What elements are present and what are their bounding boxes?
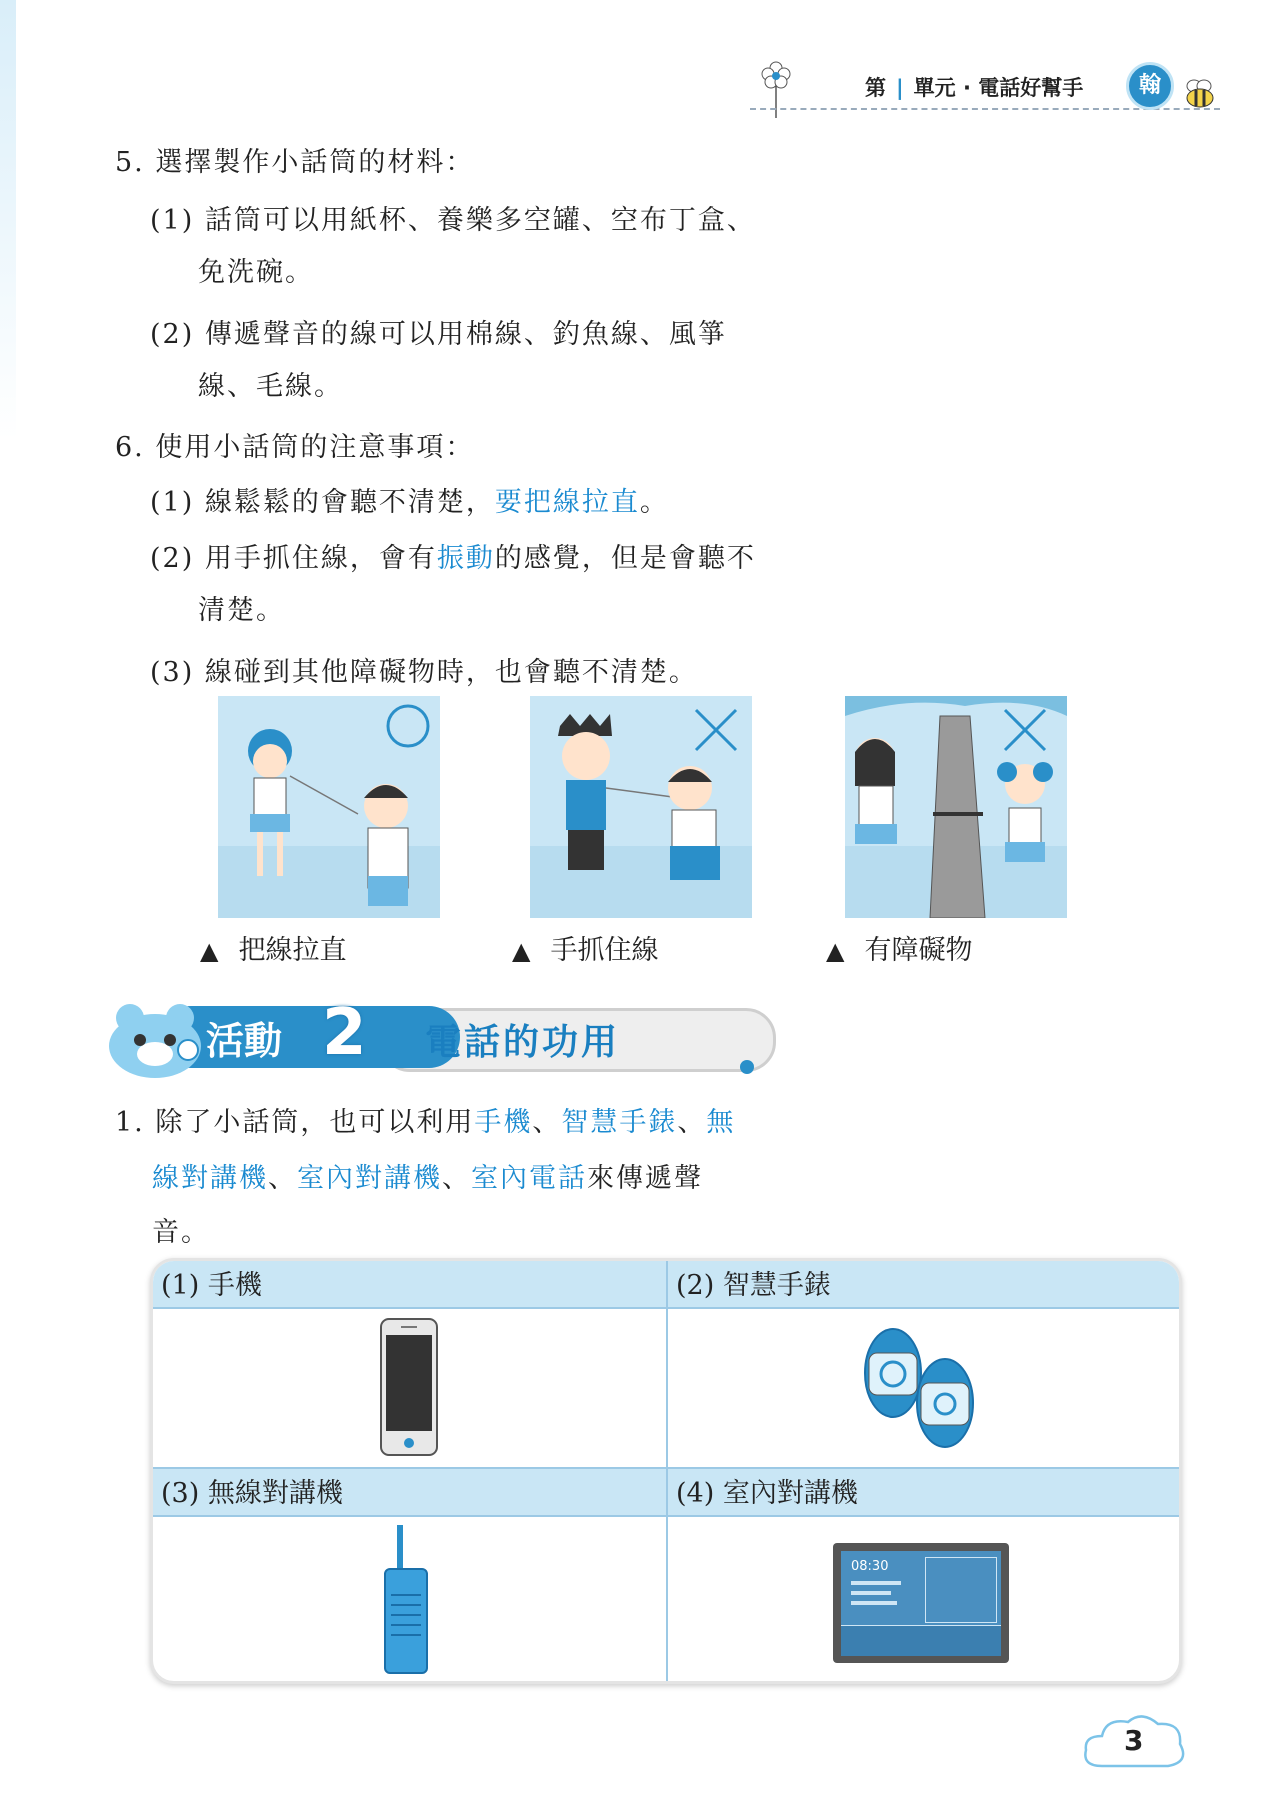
- figure1-caption: [200, 928, 346, 967]
- figure2-caption: [512, 928, 658, 967]
- para1-highlight-landline: 室內電話: [471, 1163, 587, 1194]
- page-number: 3: [1124, 1724, 1144, 1757]
- figure-hand-holding-string: [530, 696, 752, 918]
- publisher-badge: 翰: [1126, 62, 1174, 110]
- para1-highlight-watch: 智慧手錶: [561, 1107, 678, 1138]
- section5-item1: (1) 話筒可以用紙杯、養樂多空罐、空布丁盒、: [150, 205, 756, 236]
- para1-line1: [115, 1100, 735, 1139]
- flower-icon: [758, 60, 794, 120]
- children-tree-illustration: [845, 696, 1067, 918]
- chapter-label: 第: [865, 76, 886, 100]
- para1-sep: 、: [532, 1107, 562, 1138]
- section5-title: 5. 選擇製作小話筒的材料：: [115, 147, 475, 178]
- wrong-mark-icon: [1005, 710, 1045, 750]
- triangle-icon: ▲: [826, 937, 845, 965]
- walkie-talkie-icon: [381, 1525, 431, 1675]
- page-number-cloud: [1080, 1710, 1190, 1774]
- figure-string-straight: [218, 696, 440, 918]
- section5-item1-cont: 免洗碗。: [198, 257, 314, 288]
- section6-item2-highlight: 振動: [436, 543, 495, 574]
- activity-title: 電話的功用: [425, 1022, 621, 1063]
- para1-highlight-walkie-cont: 線對講機: [152, 1163, 268, 1194]
- section6-item2: [150, 536, 756, 575]
- para1-sep: 、: [677, 1107, 707, 1138]
- activity-number: 2: [322, 996, 367, 1070]
- para1-highlight-intercom: 室內對講機: [297, 1163, 442, 1194]
- figure1-caption-text: 把線拉直: [238, 935, 347, 966]
- section6-title: 6. 使用小話筒的注意事項：: [115, 432, 475, 463]
- figure3-caption-text: 有障礙物: [864, 935, 973, 966]
- smartphone-icon: [379, 1317, 439, 1457]
- section6-item2-end: 的感覺，但是會聽不: [494, 543, 756, 574]
- section6-item2-text: (2) 用手抓住線，會有: [150, 543, 437, 574]
- section6-item1: [150, 480, 669, 519]
- para1-line2: [152, 1156, 703, 1195]
- page-edge-decoration: [0, 0, 16, 440]
- children-holding-string-illustration: [530, 696, 752, 918]
- section6-item1-highlight: 要把線拉直: [494, 487, 640, 518]
- header-title: [865, 72, 1083, 102]
- para1-highlight-phone: 手機: [474, 1107, 533, 1138]
- section6-item2-cont: 清楚。: [198, 595, 285, 626]
- smartwatch-icon: [853, 1323, 983, 1453]
- section6-item1-end: 。: [639, 487, 669, 518]
- bee-icon: [1180, 78, 1220, 110]
- para1-line3: 音。: [152, 1217, 210, 1248]
- para1-sep: 、: [442, 1163, 471, 1194]
- correct-mark-icon: [388, 706, 428, 746]
- figure2-caption-text: 手抓住線: [550, 935, 659, 966]
- device-cell-header-3: (3) 無線對講機: [153, 1469, 666, 1517]
- section6-item3: (3) 線碰到其他障礙物時，也會聽不清楚。: [150, 657, 698, 688]
- para1-text-end: 來傳遞聲: [587, 1163, 703, 1194]
- header-divider: |: [896, 76, 904, 100]
- triangle-icon: ▲: [200, 937, 219, 965]
- device-cell-header-1: (1) 手機: [153, 1261, 666, 1309]
- banner-dot: [740, 1060, 754, 1074]
- intercom-screen-time: 08:30: [851, 1559, 889, 1574]
- para1-sep: 、: [268, 1163, 297, 1194]
- para1-text: 1. 除了小話筒，也可以利用: [115, 1107, 475, 1138]
- figure3-caption: [826, 928, 972, 967]
- section5-item2-cont: 線、毛線。: [198, 371, 343, 402]
- triangle-icon: ▲: [512, 937, 531, 965]
- unit-label: 單元 · 電話好幫手: [913, 76, 1084, 100]
- intercom-panel-icon: [833, 1543, 1009, 1663]
- device-cell-header-2: (2) 智慧手錶: [668, 1261, 1179, 1309]
- para1-highlight-walkie: 無: [706, 1107, 736, 1138]
- activity-banner: [100, 996, 780, 1080]
- figure-obstacle: [845, 696, 1067, 918]
- wrong-mark-icon: [696, 710, 736, 750]
- device-cell-header-4: (4) 室內對講機: [668, 1469, 1179, 1517]
- page-header: [750, 60, 1230, 130]
- device-table: [150, 1258, 1182, 1684]
- activity-label: 活動: [206, 1019, 283, 1063]
- children-phone-illustration: [218, 696, 440, 918]
- bear-mascot-icon: [100, 1000, 210, 1080]
- section6-item1-text: (1) 線鬆鬆的會聽不清楚，: [150, 487, 495, 518]
- table-column-divider: [666, 1261, 668, 1681]
- section5-item2: (2) 傳遞聲音的線可以用棉線、釣魚線、風箏: [150, 319, 727, 350]
